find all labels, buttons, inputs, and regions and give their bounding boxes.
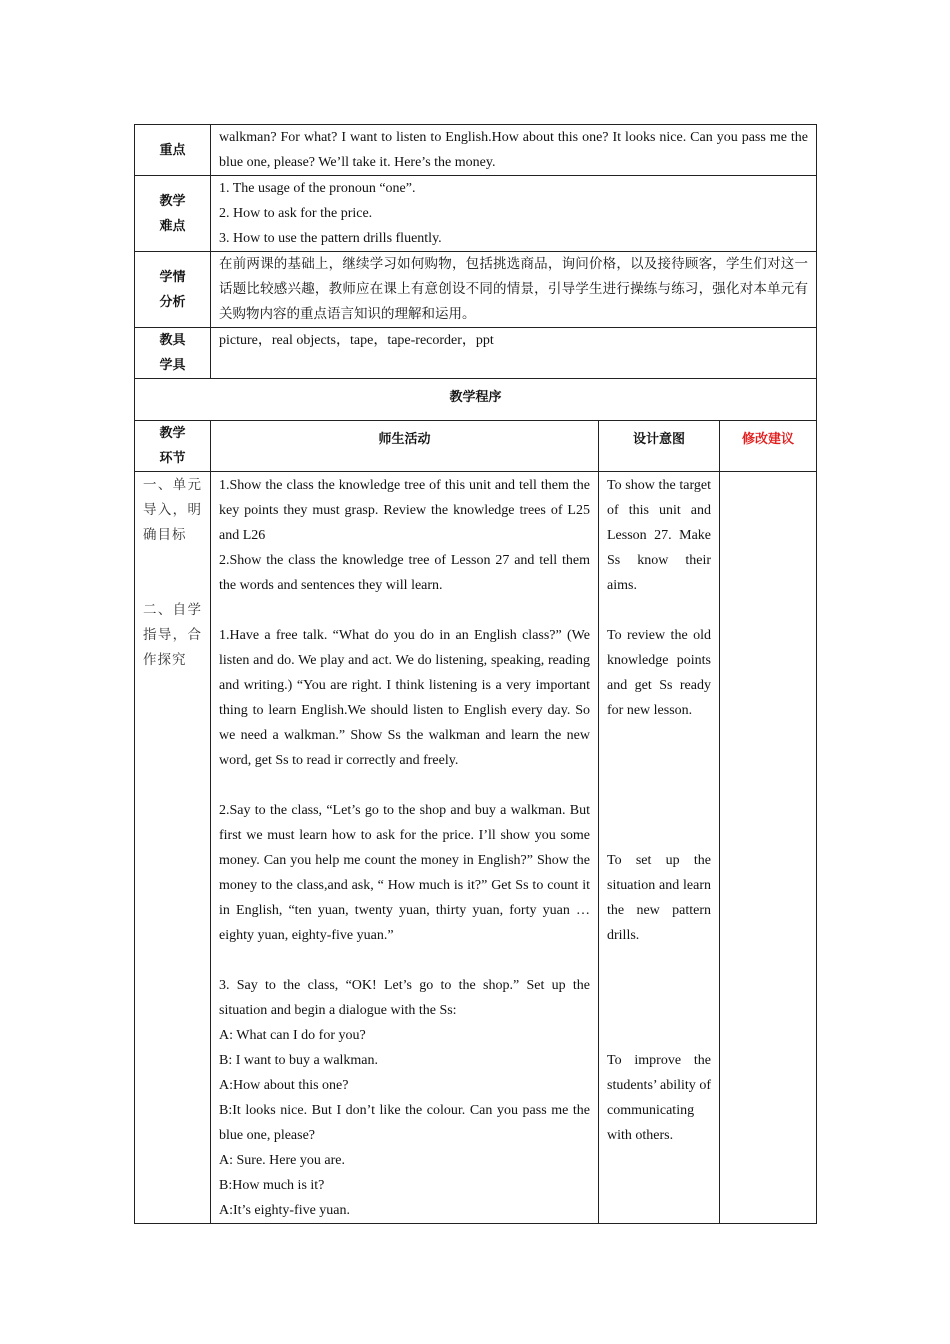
- dialogue-line: B:It looks nice. But I don’t like the colour. Can you pass me the blue one, please?: [219, 1103, 590, 1143]
- stage-cell: [135, 472, 211, 1224]
- intent-2: To review the old knowledge points and get Ss ready for new lesson.: [607, 628, 711, 718]
- tools-label-line1: 教具: [159, 333, 186, 348]
- analysis-label: [135, 252, 211, 328]
- tools-text: picture，real objects，tape，tape-recorder，ppt: [211, 328, 817, 379]
- intent-1: To show the target of this unit and Lesson 27. Make Ss know their aims.: [607, 478, 711, 593]
- analysis-text: 在前两课的基础上，继续学习如何购物，包括挑选商品，询问价格，以及接待顾客，学生们对这一话题比较感兴趣，教师应在课上有意创设不同的情景，引导学生进行操练与练习，强化对本单元有关购物内容的重点语言知识的理解和运用。: [211, 252, 817, 328]
- focus-row: [135, 125, 817, 176]
- dialogue-line: A:How about this one?: [219, 1078, 349, 1093]
- activity-b2: 2.Say to the class, “Let’s go to the shop and buy a walkman. But first we must learn how to ask for the price. I’ll show you some money. Can you help me count the money in English?” Show the money to the class,and ask, “ How much is it?” Get Ss to count it in English, “ten yuan, twenty yuan, thirty yuan, forty yuan …eighty yuan, eighty-five yuan.”: [219, 803, 590, 943]
- lesson-plan-table: [134, 124, 817, 1224]
- difficulty-item: 1. The usage of the pronoun “one”.: [219, 181, 416, 196]
- difficulty-label-line1: 教学: [159, 193, 186, 209]
- tools-label-line2: 学具: [159, 358, 186, 373]
- focus-text: walkman? For what? I want to listen to English.How about this one? It looks nice. Can you pass me the blue one, please? We’ll take it. Here’s the money.: [211, 125, 817, 176]
- column-header-row: [135, 421, 817, 472]
- procedure-body-row: [135, 472, 817, 1224]
- difficulty-item: 2. How to ask for the price.: [219, 206, 373, 221]
- difficulty-item: 3. How to use the pattern drills fluently.: [219, 231, 442, 246]
- difficulty-label: [135, 176, 211, 252]
- activity-a2: 2.Show the class the knowledge tree of Lesson 27 and tell them the words and sentences they will learn.: [219, 553, 590, 593]
- tools-row: [135, 328, 817, 379]
- intent-3: To set up the situation and learn the new pattern drills.: [607, 853, 711, 943]
- difficulty-label-line2: 难点: [159, 218, 186, 234]
- activity-a1: 1.Show the class the knowledge tree of this unit and tell them the key points they must grasp. Review the knowledge trees of L25 and L26: [219, 478, 590, 543]
- activity-cell: [211, 472, 599, 1224]
- stage-header-line2: 环节: [159, 451, 186, 466]
- intent-4: To improve the students’ ability of communicating with others.: [607, 1053, 711, 1143]
- analysis-label-line1: 学情: [159, 269, 186, 285]
- intent-cell: [599, 472, 720, 1224]
- intent-header: 设计意图: [599, 421, 720, 472]
- analysis-label-line2: 分析: [159, 294, 186, 310]
- activity-header: 师生活动: [211, 421, 599, 472]
- dialogue-line: A:It’s eighty-five yuan.: [219, 1203, 351, 1218]
- stage-2: 二、自学指导，合作探究: [143, 602, 202, 668]
- analysis-row: [135, 252, 817, 328]
- dialogue-line: B:How much is it?: [219, 1178, 325, 1193]
- activity-b1: 1.Have a free talk. “What do you do in an English class?” (We listen and do. We play and act. We do listening, speaking, reading and writing.) “You are right. I think listening is a very important thing to learn English.We should listen to English every day. So we need a walkman.” Show Ss the walkman and learn the new word, get Ss to read ir correctly and freely.: [219, 628, 590, 768]
- procedure-title: 教学程序: [135, 379, 817, 421]
- dialogue-line: A: Sure. Here you are.: [219, 1153, 345, 1168]
- suggest-cell: [720, 472, 817, 1224]
- suggest-header: 修改建议: [720, 421, 817, 472]
- focus-label-text: 重点: [159, 142, 186, 158]
- stage-header: [135, 421, 211, 472]
- procedure-title-row: [135, 379, 817, 421]
- dialogue-line: B: I want to buy a walkman.: [219, 1053, 379, 1068]
- stage-header-line1: 教学: [159, 426, 186, 441]
- tools-label: [135, 328, 211, 379]
- stage-1: 一、单元导入，明确目标: [143, 477, 202, 543]
- focus-label: [135, 125, 211, 176]
- difficulty-row: [135, 176, 817, 252]
- difficulty-items: [211, 176, 817, 252]
- dialogue-line: A: What can I do for you?: [219, 1028, 366, 1043]
- activity-b3: 3. Say to the class, “OK! Let’s go to the shop.” Set up the situation and begin a dialogue with the Ss:: [219, 978, 590, 1018]
